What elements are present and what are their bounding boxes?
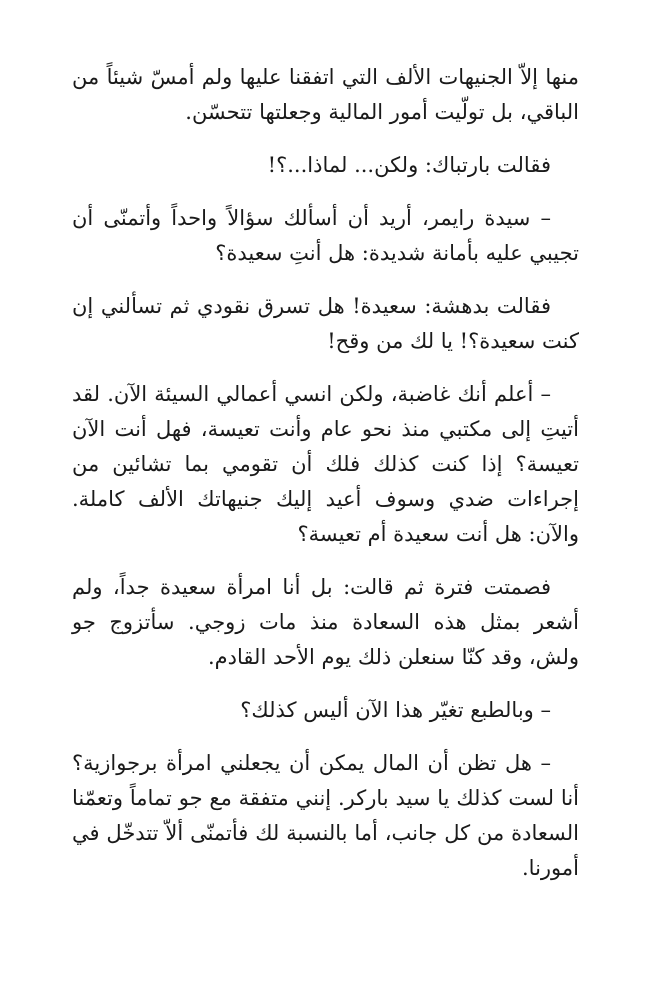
paragraph-7: – وبالطبع تغيّر هذا الآن أليس كذلك؟: [240, 698, 551, 722]
paragraph-6: فصمتت فترة ثم قالت: بل أنا امرأة سعيدة جداً، ولم أشعر بمثل هذه السعادة منذ مات زوجي. سأتزوج جو ولش، وقد كنّا سنعلن ذلك يوم الأحد القادم.: [72, 575, 579, 669]
paragraph-1: منها إلاّ الجنيهات الألف التي اتفقنا عليها ولم أمسّ شيئاً من الباقي، بل تولّيت أمور المالية وجعلتها تتحسّن.: [72, 65, 580, 124]
paragraph-4: فقالت بدهشة: سعيدة! هل تسرق نقودي ثم تسألني إن كنت سعيدة؟! يا لك من وقح!: [72, 294, 579, 353]
paragraph-3: – سيدة رايمر، أريد أن أسألك سؤالاً واحداً وأتمنّى أن تجيبي عليه بأمانة شديدة: هل أنتِ سعيدة؟: [72, 206, 579, 265]
paragraph-8: – هل تظن أن المال يمكن أن يجعلني امرأة برجوازية؟ أنا لست كذلك يا سيد باركر. إنني متفقة مع جو تماماً وتعمّنا السعادة من كل جانب، أما بالنسبة لك فأتمنّى ألاّ تتدخّل في أمورنا.: [72, 751, 579, 880]
paragraph-5: – أعلم أنك غاضبة، ولكن انسي أعمالي السيئة الآن. لقد أتيتِ إلى مكتبي منذ نحو عام وأنت تعيسة، فهل أنت الآن تعيسة؟ إذا كنت كذلك فلك أن تقومي بما تشائين من إجراءات ضدي وسوف أعيد إليك جنيهاتك الألف كاملة. والآن: هل أنت سعيدة أم تعيسة؟: [72, 382, 579, 546]
paragraph-2: فقالت بارتباك: ولكن... لماذا...؟!: [267, 153, 551, 177]
